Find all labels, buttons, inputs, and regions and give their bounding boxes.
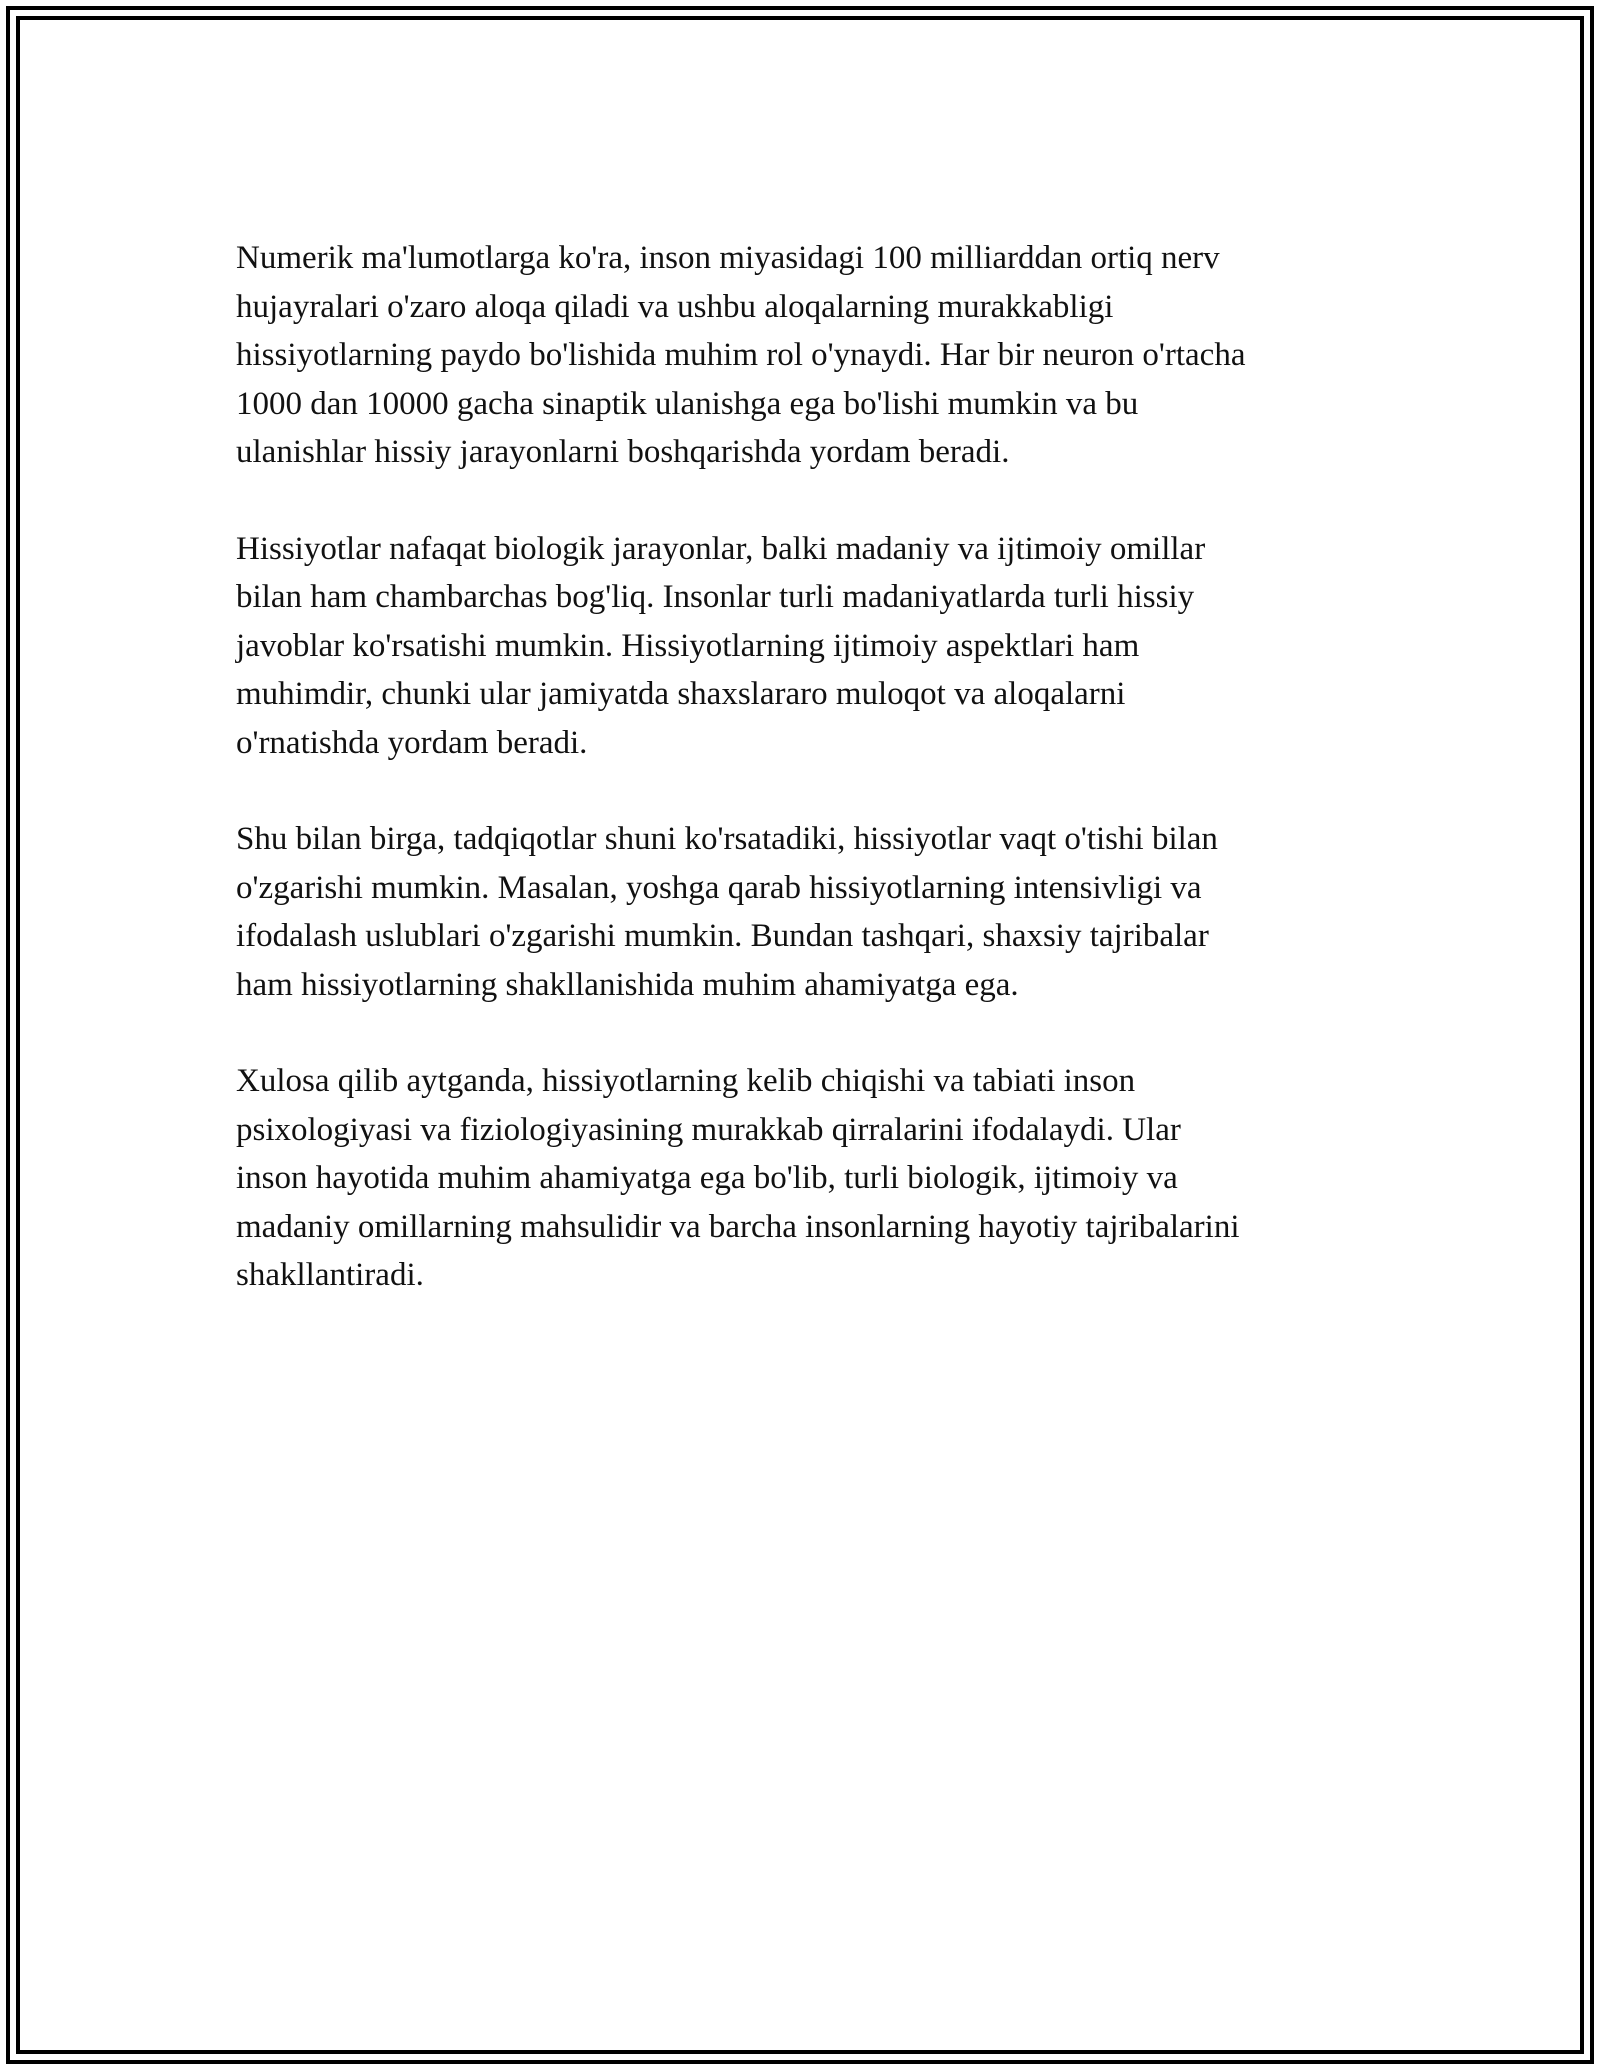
paragraph-line: o'zgarishi mumkin. Masalan, yoshga qarab hissiyotlarning intensivligi va [236, 869, 1202, 906]
paragraph-line: hujayralari o'zaro aloqa qiladi va ushbu aloqalarning murakkabligi [236, 288, 1114, 325]
paragraph-line: Hissiyotlar nafaqat biologik jarayonlar, balki madaniy va ijtimoiy omillar [236, 530, 1206, 567]
document-body [236, 234, 1366, 1348]
paragraph-line: madaniy omillarning mahsulidir va barcha insonlarning hayotiy tajribalarini [236, 1208, 1240, 1245]
paragraph-1 [236, 234, 1366, 477]
paragraph-4 [236, 1057, 1366, 1300]
paragraph-line: inson hayotida muhim ahamiyatga ega bo'lib, turli biologik, ijtimoiy va [236, 1160, 1178, 1196]
paragraph-line: bilan ham chambarchas bog'liq. Insonlar turli madaniyatlarda turli hissiy [236, 579, 1195, 615]
paragraph-line: psixologiyasi va fiziologiyasining murakkab qirralarini ifodalaydi. Ular [236, 1111, 1181, 1148]
paragraph-line: shakllantiradi. [236, 1257, 424, 1293]
paragraph-line: o'rnatishda yordam beradi. [236, 724, 588, 761]
paragraph-line: ifodalash uslublari o'zgarishi mumkin. Bundan tashqari, shaxsiy tajribalar [236, 918, 1209, 954]
paragraph-line: Xulosa qilib aytganda, hissiyotlarning kelib chiqishi va tabiati inson [236, 1063, 1136, 1099]
paragraph-line: Shu bilan birga, tadqiqotlar shuni ko'rsatadiki, hissiyotlar vaqt o'tishi bilan [236, 821, 1218, 857]
paragraph-line: 1000 dan 10000 gacha sinaptik ulanishga ega bo'lishi mumkin va bu [236, 385, 1139, 422]
paragraph-line: ulanishlar hissiy jarayonlarni boshqarishda yordam beradi. [236, 434, 1010, 470]
paragraph-line: hissiyotlarning paydo bo'lishida muhim rol o'ynaydi. Har bir neuron o'rtacha [236, 337, 1246, 373]
paragraph-line: javoblar ko'rsatishi mumkin. Hissiyotlarning ijtimoiy aspektlari ham [236, 627, 1140, 664]
paragraph-2 [236, 525, 1366, 768]
paragraph-line: Numerik ma'lumotlarga ko'ra, inson miyasidagi 100 milliarddan ortiq nerv [236, 240, 1220, 276]
paragraph-line: ham hissiyotlarning shakllanishida muhim ahamiyatga ega. [236, 966, 1019, 1003]
paragraph-line: muhimdir, chunki ular jamiyatda shaxslararo muloqot va aloqalarni [236, 676, 1126, 712]
paragraph-3 [236, 815, 1366, 1009]
